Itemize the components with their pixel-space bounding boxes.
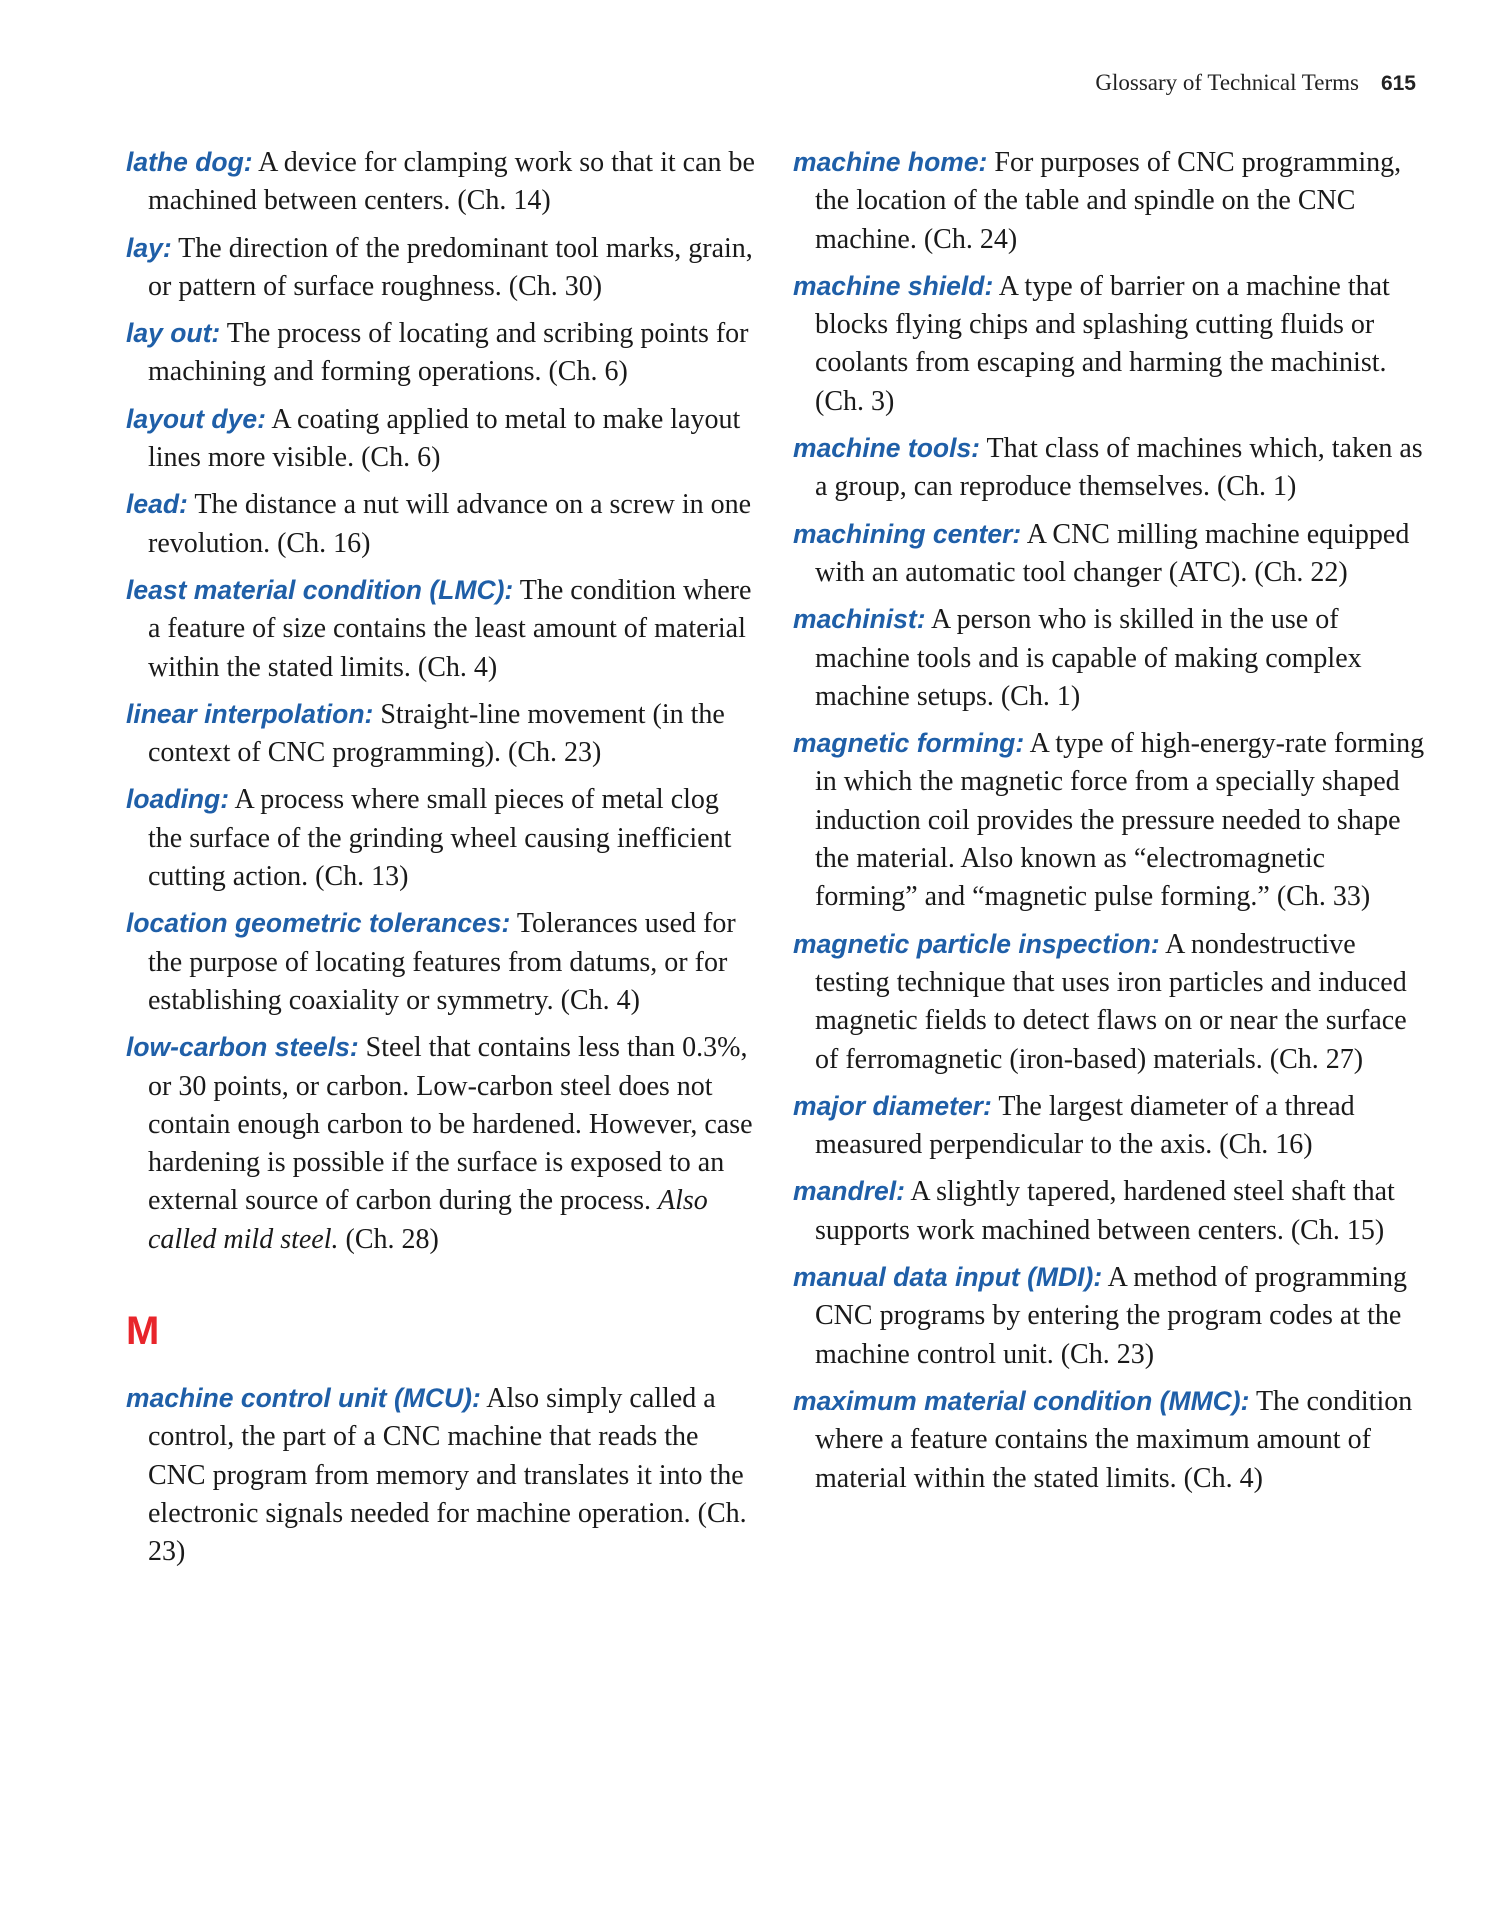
left-entries (126, 143, 758, 1020)
glossary-definition: A process where small pieces of metal clog the surface of the grinding wheel causing inefficient cutting action. (Ch. 13) (148, 784, 732, 893)
glossary-term: least material condition (LMC): (126, 574, 514, 605)
glossary-term: machine control unit (MCU): (126, 1383, 481, 1414)
glossary-entry (126, 143, 758, 221)
glossary-definition: Steel that contains less than 0.3%, or 30 points, or carbon. Low-carbon steel does not contain enough carbon to be hardened. However, case hardening is possible if the surface is exposed to an external source of carbon during the process. (148, 1032, 753, 1217)
glossary-entry (126, 314, 758, 392)
glossary-entry (793, 143, 1433, 259)
glossary-entry (126, 904, 758, 1020)
glossary-term: layout dye: (126, 403, 266, 434)
glossary-definition: The largest diameter of a thread measured perpendicular to the axis. (Ch. 16) (815, 1090, 1355, 1161)
glossary-entry-low-carbon-steels (126, 1028, 758, 1259)
glossary-definition: The condition where a feature of size contains the least amount of material within the stated limits. (Ch. 4) (148, 574, 752, 683)
glossary-entry (126, 695, 758, 773)
glossary-entry (793, 724, 1433, 916)
glossary-term: linear interpolation: (126, 698, 374, 729)
left-column (126, 143, 758, 1580)
glossary-definition: A type of barrier on a machine that blocks flying chips and splashing cutting fluids or coolants from escaping and harming the machinist. (Ch. 3) (815, 270, 1390, 417)
glossary-definition: The condition where a feature contains the maximum amount of material within the stated limits. (Ch. 4) (815, 1385, 1413, 1494)
glossary-definition: A coating applied to metal to make layout lines more visible. (Ch. 6) (148, 403, 741, 474)
glossary-definition: Straight-line movement (in the context of CNC programming). (Ch. 23) (148, 698, 725, 769)
right-entries (793, 143, 1433, 1498)
glossary-definition: Also simply called a control, the part of a CNC machine that reads the CNC program from memory and translates it into the electronic signals needed for machine operation. (Ch. 23) (148, 1383, 747, 1568)
glossary-definition: A type of high-energy-rate forming in which the magnetic force from a specially shaped induction coil provides the pressure needed to shape the material. Also known as “electromagnetic forming” and “magnetic pulse forming.” (Ch. 33) (815, 728, 1425, 913)
glossary-term: lay out: (126, 318, 221, 349)
glossary-term: machinist: (793, 604, 926, 635)
glossary-definition: A device for clamping work so that it can be machined between centers. (Ch. 14) (148, 147, 755, 217)
section-letter-heading: M (126, 1309, 160, 1354)
glossary-term: maximum material condition (MMC): (793, 1385, 1250, 1416)
glossary-definition: For purposes of CNC programming, the location of the table and spindle on the CNC machine. (Ch. 24) (815, 147, 1402, 255)
glossary-term: location geometric tolerances: (126, 908, 511, 939)
glossary-term: machine shield: (793, 270, 994, 301)
glossary-definition: A person who is skilled in the use of machine tools and is capable of making complex machine setups. (Ch. 1) (815, 604, 1362, 712)
glossary-also-called: Also called mild steel. (148, 1185, 708, 1255)
glossary-term: low-carbon steels: (126, 1032, 359, 1063)
glossary-entry (126, 780, 758, 896)
glossary-entry (793, 429, 1433, 507)
glossary-chapter-ref: (Ch. 28) (345, 1223, 439, 1255)
glossary-term: lathe dog: (126, 147, 253, 177)
glossary-entry (793, 267, 1433, 421)
glossary-definition: That class of machines which, taken as a group, can reproduce themselves. (Ch. 1) (815, 433, 1423, 503)
glossary-term: magnetic forming: (793, 728, 1025, 759)
glossary-entry (793, 1087, 1433, 1165)
glossary-definition: The direction of the predominant tool marks, grain, or pattern of surface roughness. (Ch. 30) (148, 232, 753, 302)
glossary-definition: A nondestructive testing technique that uses iron particles and induced magnetic fields to detect flaws on or near the surface of ferromagnetic (iron-based) materials. (Ch. 27) (815, 928, 1407, 1075)
glossary-term: lead: (126, 489, 188, 520)
glossary-definition: A CNC milling machine equipped with an automatic tool changer (ATC). (Ch. 22) (815, 518, 1410, 588)
glossary-entry (793, 1258, 1433, 1374)
glossary-entry (793, 1382, 1433, 1498)
glossary-term: machine tools: (793, 433, 981, 464)
glossary-entry (126, 400, 758, 478)
left-entries-m (126, 1379, 758, 1571)
glossary-entry (126, 485, 758, 563)
glossary-term: machining center: (793, 518, 1022, 549)
page-number: 615 (1380, 72, 1416, 95)
glossary-entry (793, 925, 1433, 1079)
glossary-term: mandrel: (793, 1176, 905, 1207)
glossary-definition: The process of locating and scribing points for machining and forming operations. (Ch. 6) (148, 318, 749, 388)
glossary-term: magnetic particle inspection: (793, 928, 1160, 959)
glossary-entry (126, 571, 758, 687)
glossary-definition: A method of programming CNC programs by entering the program codes at the machine control unit. (Ch. 23) (815, 1262, 1408, 1370)
running-head (1095, 70, 1416, 96)
right-column (793, 143, 1433, 1506)
glossary-definition: Tolerances used for the purpose of locating features from datums, or for establishing coaxiality or symmetry. (Ch. 4) (148, 908, 736, 1016)
glossary-term: loading: (126, 784, 230, 815)
glossary-term: lay: (126, 232, 172, 263)
glossary-definition: The distance a nut will advance on a screw in one revolution. (Ch. 16) (148, 489, 752, 559)
glossary-entry (793, 515, 1433, 593)
glossary-term: major diameter: (793, 1090, 992, 1121)
glossary-entry (793, 1172, 1433, 1250)
glossary-entry (793, 600, 1433, 716)
glossary-entry (126, 229, 758, 307)
glossary-term: manual data input (MDI): (793, 1262, 1103, 1293)
running-head-title: Glossary of Technical Terms (1095, 70, 1359, 95)
glossary-entry (126, 1379, 758, 1571)
glossary-term: machine home: (793, 147, 988, 177)
glossary-definition: A slightly tapered, hardened steel shaft that supports work machined between centers. (Ch. 15) (815, 1176, 1395, 1246)
